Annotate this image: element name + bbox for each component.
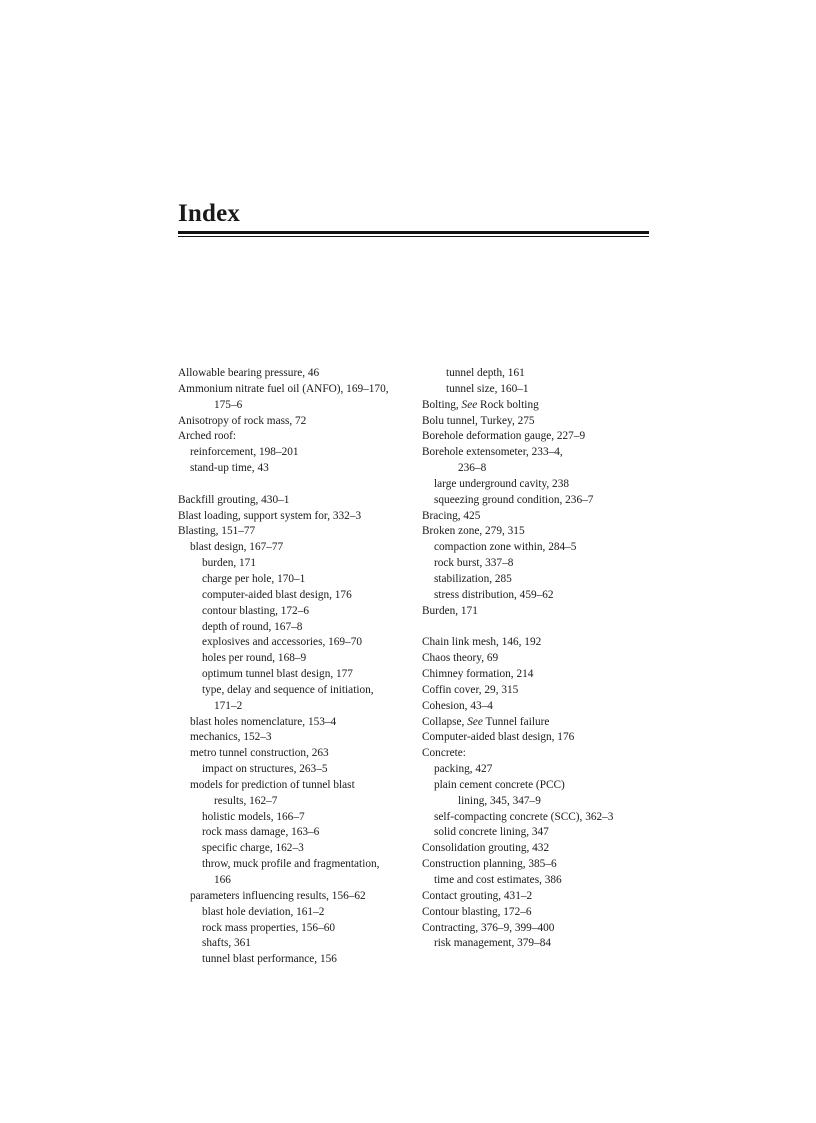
index-column-right — [422, 366, 662, 952]
index-entry: Borehole extensometer, 233–4, — [422, 446, 563, 459]
index-subentry: shafts, 361 — [202, 937, 251, 950]
index-subentry: burden, 171 — [202, 557, 256, 570]
index-subentry: models for prediction of tunnel blast — [190, 778, 355, 791]
title-rule-thick — [178, 231, 649, 234]
index-entry: Cohesion, 43–4 — [422, 699, 493, 712]
index-subentry: mechanics, 152–3 — [190, 731, 272, 744]
index-subentry: throw, muck profile and fragmentation, — [202, 858, 380, 871]
index-entry-continuation: 175–6 — [214, 398, 243, 411]
index-subentry: optimum tunnel blast design, 177 — [202, 668, 353, 681]
index-entry: Allowable bearing pressure, 46 — [178, 367, 320, 379]
index-subentry: time and cost estimates, 386 — [434, 874, 562, 886]
index-entry-continuation: 171–2 — [214, 699, 243, 712]
index-entry: Concrete: — [422, 747, 466, 760]
index-entry: Chain link mesh, 146, 192 — [422, 636, 542, 649]
index-entry: Arched roof: — [178, 430, 237, 443]
index-entry: Contact grouting, 431–2 — [422, 889, 533, 902]
index-entry: Borehole deformation gauge, 227–9 — [422, 430, 586, 443]
index-subentry: rock mass damage, 163–6 — [202, 826, 320, 839]
index-subentry: holes per round, 168–9 — [202, 652, 307, 665]
index-subentry: rock burst, 337–8 — [434, 557, 514, 570]
index-subentry: tunnel blast performance, 156 — [202, 953, 337, 966]
index-subentry: reinforcement, 198–201 — [190, 446, 299, 459]
index-gap — [422, 620, 662, 636]
index-subentry: depth of round, 167–8 — [202, 620, 303, 633]
index-subentry: packing, 427 — [434, 763, 493, 776]
index-subentry: solid concrete lining, 347 — [434, 826, 549, 839]
index-subentry: large underground cavity, 238 — [434, 477, 570, 490]
index-subentry: stabilization, 285 — [434, 572, 512, 585]
index-entry: Backfill grouting, 430–1 — [178, 493, 290, 506]
index-subentry: holistic models, 166–7 — [202, 810, 305, 823]
index-subentry: blast hole deviation, 161–2 — [202, 905, 325, 918]
index-entry: Coffin cover, 29, 315 — [422, 683, 519, 696]
index-subentry: specific charge, 162–3 — [202, 842, 304, 855]
index-subentry: computer-aided blast design, 176 — [202, 588, 352, 601]
index-entry: Broken zone, 279, 315 — [422, 525, 525, 538]
index-subentry: blast design, 167–77 — [190, 541, 284, 554]
index-entry: Blast loading, support system for, 332–3 — [178, 509, 362, 522]
index-entry: Anisotropy of rock mass, 72 — [178, 414, 307, 427]
index-entry: Blasting, 151–77 — [178, 525, 256, 538]
index-gap — [178, 477, 410, 493]
index-subentry: parameters influencing results, 156–62 — [190, 889, 366, 902]
index-subentry: self-compacting concrete (SCC), 362–3 — [434, 810, 614, 823]
index-entry: Construction planning, 385–6 — [422, 858, 557, 871]
index-entry: Bolting, See Rock bolting — [422, 398, 539, 411]
index-column-left — [178, 366, 410, 968]
index-subentry: charge per hole, 170–1 — [202, 572, 306, 585]
index-subentry: compaction zone within, 284–5 — [434, 541, 577, 554]
index-subentry: impact on structures, 263–5 — [202, 763, 328, 776]
index-entry: Consolidation grouting, 432 — [422, 842, 550, 855]
index-subentry: type, delay and sequence of initiation, — [202, 683, 374, 696]
index-entry: Contracting, 376–9, 399–400 — [422, 921, 555, 934]
index-entry-continuation: 236–8 — [458, 462, 487, 475]
index-subentry: risk management, 379–84 — [434, 937, 552, 950]
index-subentry: stand-up time, 43 — [190, 462, 269, 475]
title-rule-thin — [178, 236, 649, 237]
index-subentry: blast holes nomenclature, 153–4 — [190, 715, 337, 728]
index-entry: Ammonium nitrate fuel oil (ANFO), 169–170, — [178, 382, 389, 395]
index-entry-continuation: results, 162–7 — [214, 794, 278, 807]
index-subentry: contour blasting, 172–6 — [202, 604, 309, 617]
index-entry: Collapse, See Tunnel failure — [422, 715, 550, 728]
page-title: Index — [178, 200, 241, 227]
index-entry: Bracing, 425 — [422, 509, 481, 522]
index-entry: Burden, 171 — [422, 604, 478, 617]
index-subentry: stress distribution, 459–62 — [434, 588, 554, 601]
index-entry: Chimney formation, 214 — [422, 668, 534, 681]
index-subentry: squeezing ground condition, 236–7 — [434, 493, 594, 506]
index-subentry: explosives and accessories, 169–70 — [202, 636, 362, 649]
index-subentry: metro tunnel construction, 263 — [190, 747, 329, 760]
index-entry: Contour blasting, 172–6 — [422, 905, 532, 918]
index-entry: Bolu tunnel, Turkey, 275 — [422, 414, 535, 427]
index-entry: Computer-aided blast design, 176 — [422, 731, 575, 744]
index-subentry: rock mass properties, 156–60 — [202, 921, 336, 934]
index-entry-continuation: lining, 345, 347–9 — [458, 794, 541, 807]
index-subentry: tunnel size, 160–1 — [446, 382, 529, 395]
index-entry-continuation: 166 — [214, 874, 231, 886]
index-entry: Chaos theory, 69 — [422, 652, 499, 665]
index-subentry: plain cement concrete (PCC) — [434, 778, 565, 791]
index-subentry: tunnel depth, 161 — [446, 367, 525, 379]
